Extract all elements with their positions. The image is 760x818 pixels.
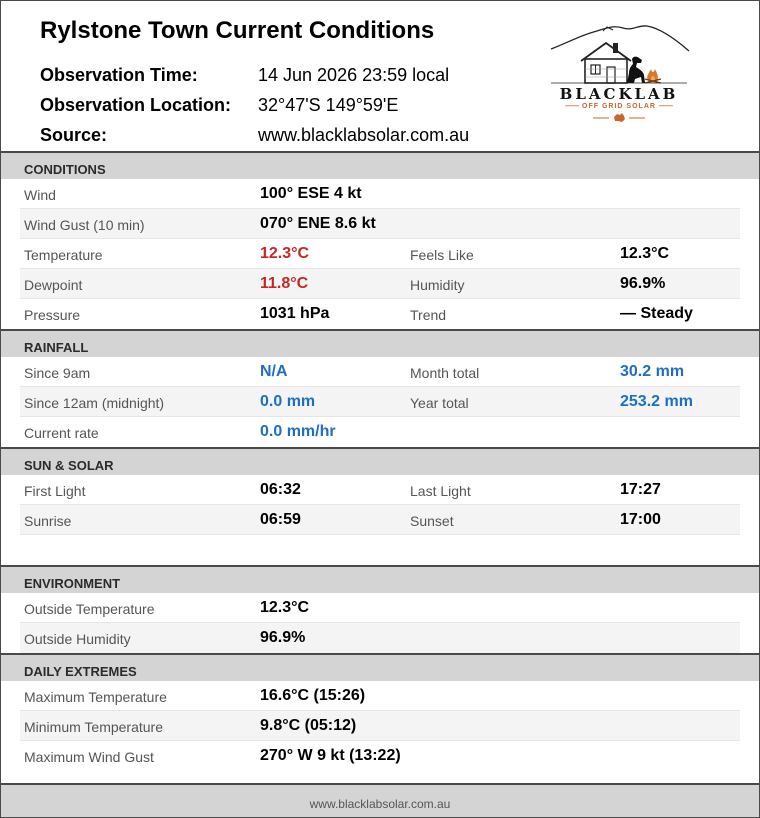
current-rate-label: Current rate: [24, 425, 99, 441]
footer: [1, 783, 759, 817]
dewpoint-label: Dewpoint: [24, 277, 83, 293]
blacklab-logo: [547, 19, 691, 127]
since-midnight-row: [20, 387, 740, 417]
daily-extremes-section: [1, 653, 759, 771]
year-total-label: Year total: [410, 395, 469, 411]
observation-time-value: 14 Jun 2026 23:59 local: [258, 65, 450, 85]
first-light-label: First Light: [24, 483, 86, 499]
section-header-daily-extremes: DAILY EXTREMES: [1, 653, 759, 681]
sunset-value: 17:00: [620, 511, 661, 528]
last-light-label: Last Light: [410, 483, 471, 499]
since-midnight-label: Since 12am (midnight): [24, 395, 165, 411]
temperature-value: 12.3°C: [260, 245, 310, 262]
current-rate-value: 0.0 mm/hr: [260, 423, 336, 440]
wind-gust-row: [20, 209, 740, 239]
outside-temperature-row: [20, 593, 740, 623]
feels-like-label: Feels Like: [410, 247, 474, 263]
logo-tagline: —— OFF GRID SOLAR ——: [565, 103, 673, 110]
conditions-section: [1, 151, 759, 329]
current-rate-row: [20, 417, 740, 447]
max-temperature-value: 16.6°C (15:26): [260, 687, 366, 704]
wind-value: 100° ESE 4 kt: [260, 185, 362, 202]
empty-spacer: [1, 535, 759, 565]
page-title: Rylstone Town Current Conditions: [40, 17, 435, 44]
outside-temperature-label: Outside Temperature: [24, 601, 155, 617]
observation-location-value: 32°47'S 149°59'E: [258, 95, 399, 115]
trend-label: Trend: [410, 307, 447, 323]
section-header-rainfall: RAINFALL: [1, 329, 759, 357]
last-light-value: 17:27: [620, 481, 661, 498]
australia-map-icon: [593, 113, 645, 123]
humidity-label: Humidity: [410, 277, 465, 293]
sunrise-value: 06:59: [260, 511, 301, 528]
min-temperature-label: Minimum Temperature: [24, 719, 164, 735]
month-total-value: 30.2 mm: [620, 363, 685, 380]
month-total-label: Month total: [410, 365, 480, 381]
rainfall-section: [1, 329, 759, 447]
max-wind-gust-value: 270° W 9 kt (13:22): [260, 747, 401, 764]
wind-row: [20, 179, 740, 209]
since-midnight-value: 0.0 mm: [260, 393, 316, 410]
observation-time-label: Observation Time:: [40, 65, 198, 85]
wind-label: Wind: [24, 187, 56, 203]
humidity-value: 96.9%: [620, 275, 666, 292]
sun-solar-section: [1, 447, 759, 565]
max-wind-gust-row: [20, 741, 740, 771]
wind-gust-value: 070° ENE 8.6 kt: [260, 215, 376, 232]
trend-value: — Steady: [620, 305, 693, 322]
max-wind-gust-label: Maximum Wind Gust: [24, 749, 154, 765]
max-temperature-label: Maximum Temperature: [24, 689, 167, 705]
first-light-row: [20, 475, 740, 505]
outside-humidity-value: 96.9%: [260, 629, 306, 646]
section-header-environment: ENVIRONMENT: [1, 565, 759, 593]
since-9am-label: Since 9am: [24, 365, 91, 381]
max-temperature-row: [20, 681, 740, 711]
dewpoint-value: 11.8°C: [260, 275, 309, 292]
section-header-sun-solar: SUN & SOLAR: [1, 447, 759, 475]
year-total-value: 253.2 mm: [620, 393, 693, 410]
environment-section: [1, 565, 759, 653]
observation-location-label: Observation Location:: [40, 95, 232, 115]
since-9am-value: N/A: [260, 363, 288, 380]
logo-name: BLACKLAB: [559, 85, 679, 103]
house-dog-campfire-mountain-icon: [547, 19, 691, 85]
outside-humidity-row: [20, 623, 740, 653]
sunrise-row: [20, 505, 740, 535]
outside-humidity-label: Outside Humidity: [24, 631, 131, 647]
first-light-value: 06:32: [260, 481, 301, 498]
sunset-label: Sunset: [410, 513, 454, 529]
dewpoint-row: [20, 269, 740, 299]
footer-url[interactable]: www.blacklabsolar.com.au: [309, 797, 451, 811]
temperature-row: [20, 239, 740, 269]
min-temperature-value: 9.8°C (05:12): [260, 717, 357, 734]
pressure-row: [20, 299, 740, 329]
pressure-value: 1031 hPa: [260, 305, 330, 322]
feels-like-value: 12.3°C: [620, 245, 670, 262]
header: [1, 1, 759, 151]
outside-temperature-value: 12.3°C: [260, 599, 310, 616]
wind-gust-label: Wind Gust (10 min): [24, 217, 145, 233]
min-temperature-row: [20, 711, 740, 741]
source-value: www.blacklabsolar.com.au: [258, 125, 470, 145]
temperature-label: Temperature: [24, 247, 103, 263]
since-9am-row: [20, 357, 740, 387]
section-header-conditions: CONDITIONS: [1, 151, 759, 179]
pressure-label: Pressure: [24, 307, 81, 323]
source-label: Source:: [40, 125, 108, 145]
sunrise-label: Sunrise: [24, 513, 72, 529]
